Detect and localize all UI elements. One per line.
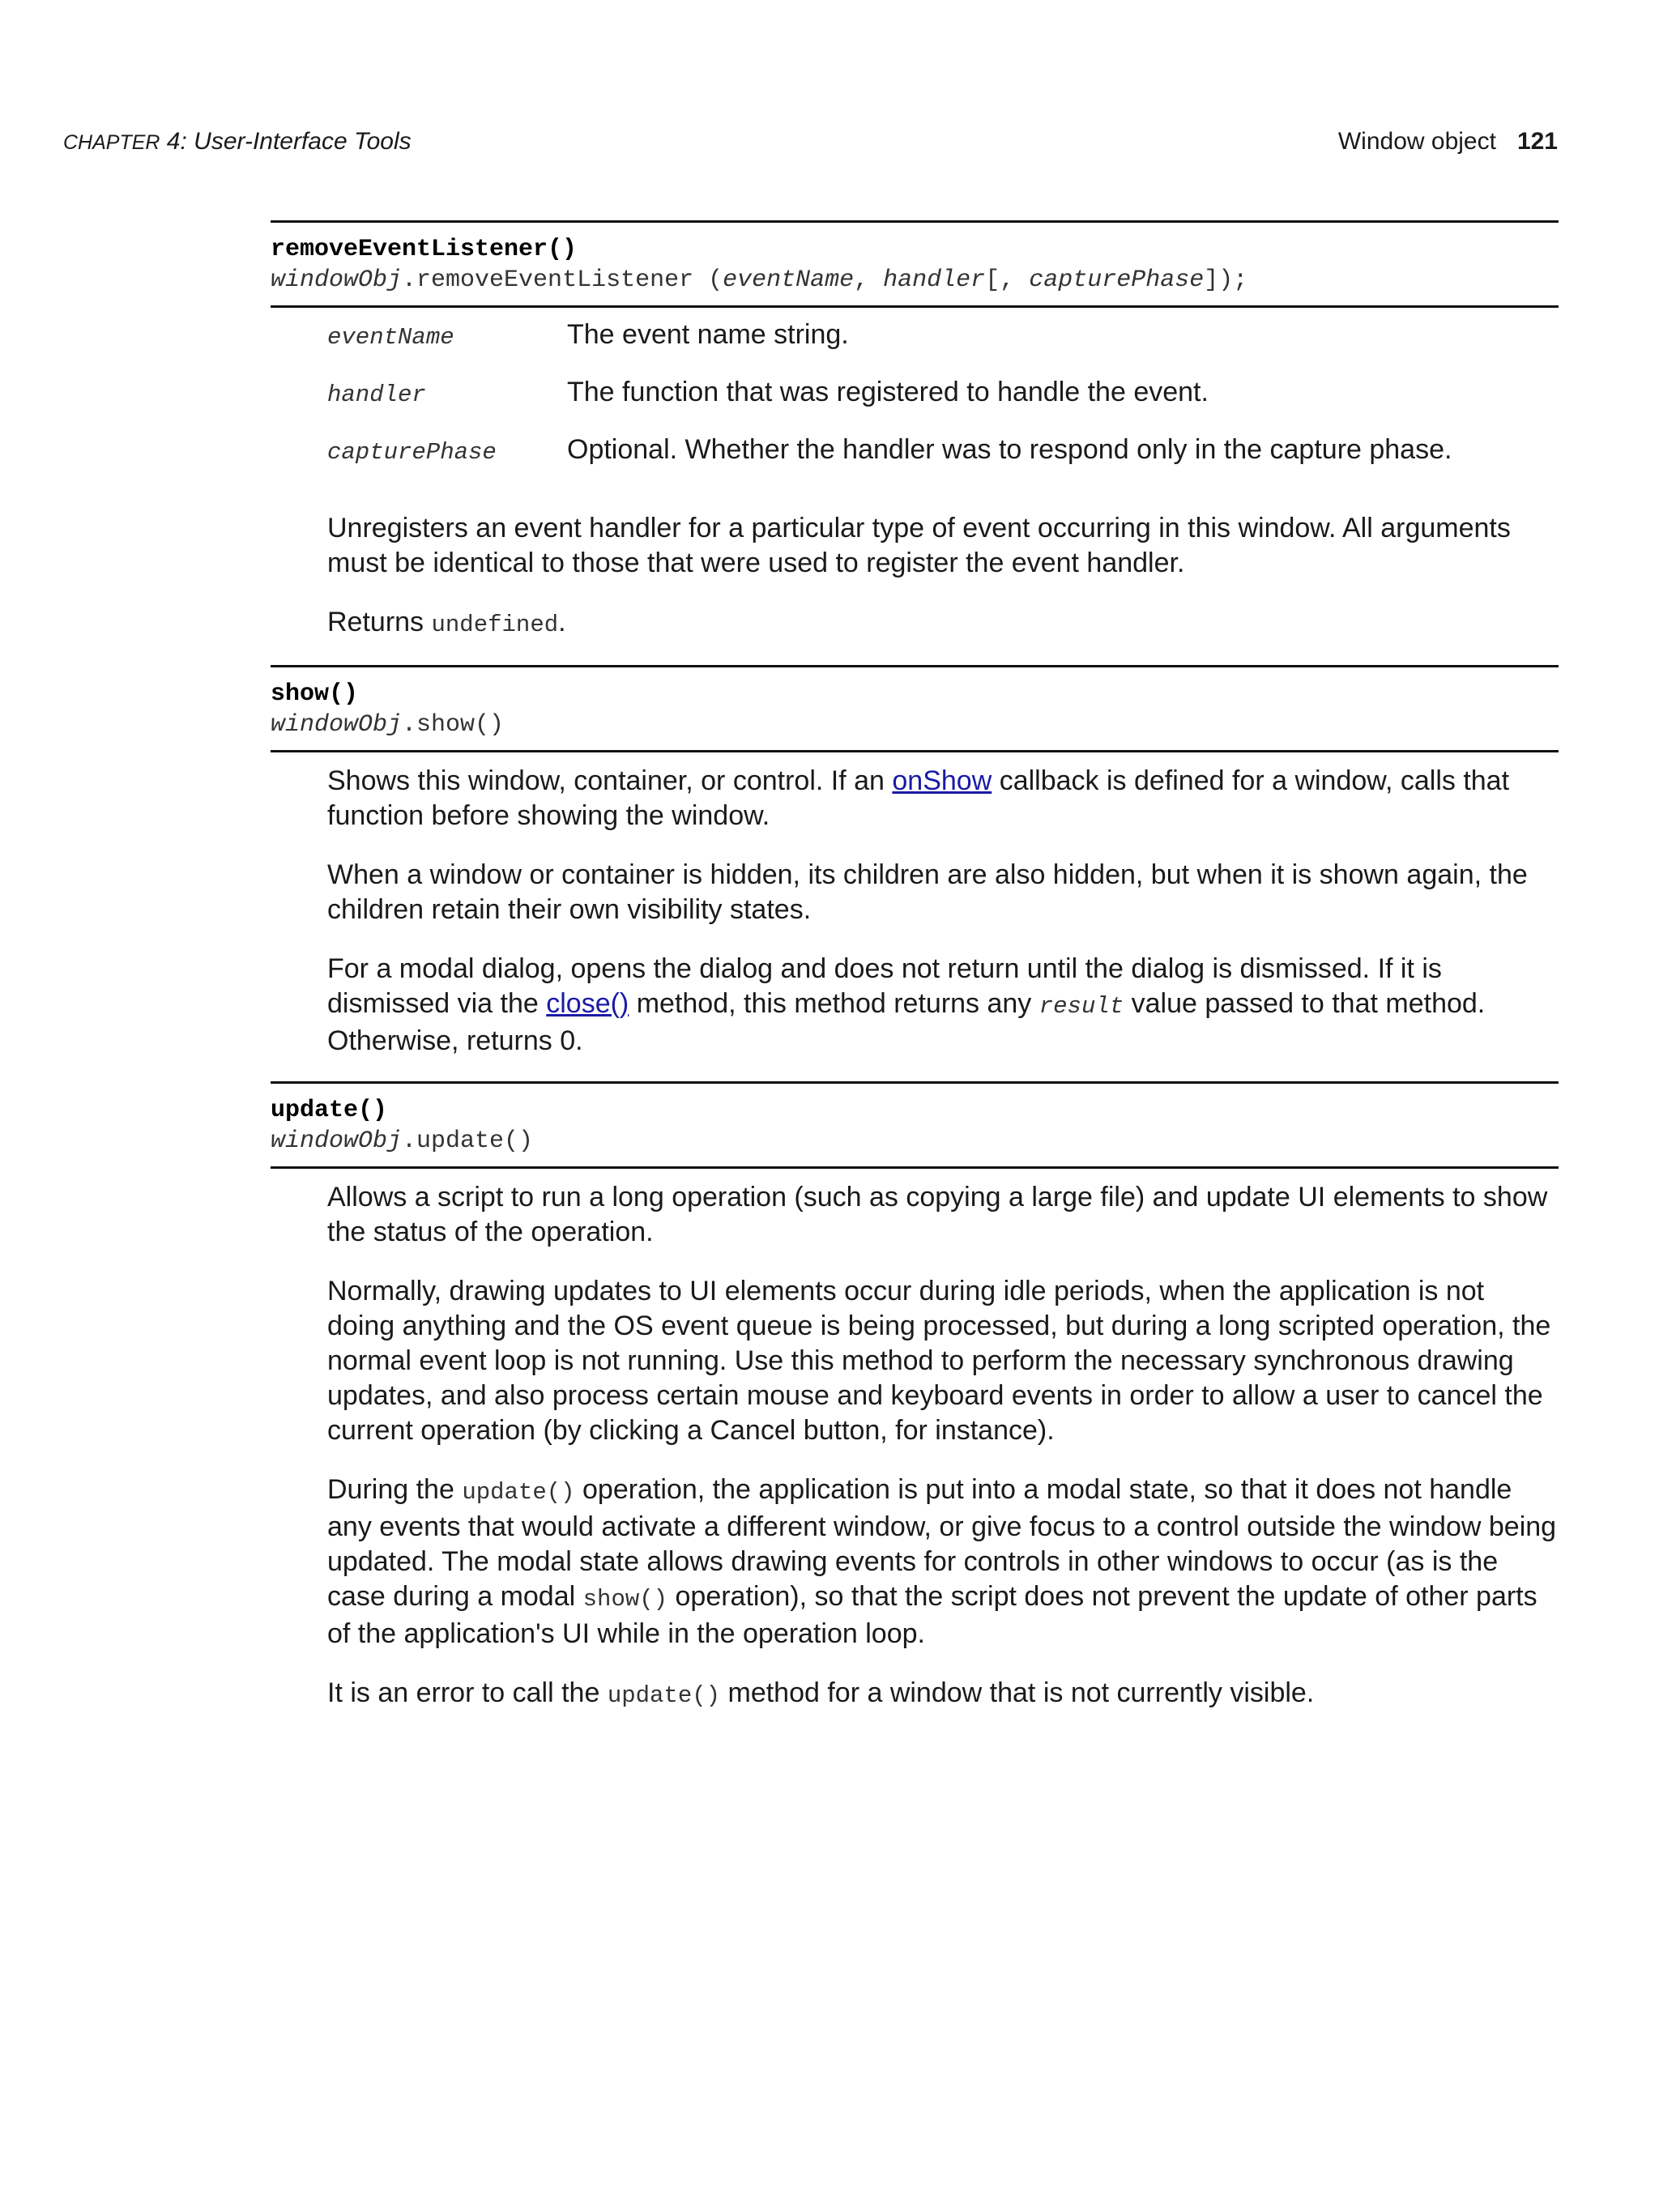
- onshow-link[interactable]: onShow: [892, 765, 992, 796]
- remove-description: [271, 308, 1559, 665]
- show-description: [271, 752, 1559, 1081]
- chapter-name: 4: User-Interface Tools: [160, 128, 412, 155]
- update-para-3: During the update() operation, the application is put into a modal state, so that it does not handle any events that would activate a different window, or give focus to a control outside the window being updated. The modal state allows drawing events for controls in other windows to occur (as is the case during a modal show() operation), so that the script does not prevent the update of other parts of the application's UI while in the operation loop.: [327, 1474, 1557, 1649]
- param-name: handler: [327, 381, 426, 408]
- param-desc: The event name string.: [567, 319, 849, 350]
- method-name-remove: removeEventListener(): [271, 236, 578, 263]
- update-signature: [271, 1084, 1559, 1166]
- show-para-1: Shows this window, container, or control. If an onShow callback is defined for a window, calls that function before showing the window.: [327, 765, 1510, 831]
- header-right: [1338, 128, 1558, 156]
- call-syntax-update: windowObj.update(): [271, 1127, 534, 1155]
- update-para-4: It is an error to call the update() method for a window that is not currently visible.: [327, 1677, 1315, 1709]
- param-desc: Optional. Whether the handler was to respond only in the capture phase.: [567, 434, 1452, 465]
- remove-signature: [271, 223, 1559, 305]
- param-desc: The function that was registered to handle the event.: [567, 377, 1209, 407]
- show-signature: [271, 667, 1559, 750]
- call-syntax-show: windowObj.show(): [271, 711, 505, 739]
- close-link[interactable]: close(): [546, 988, 629, 1019]
- param-table: [327, 319, 1559, 492]
- remove-desc-text: Unregisters an event handler for a particular type of event occurring in this window. All arguments must be identical to those that were used to register the event handler.: [327, 513, 1511, 578]
- method-name-show: show(): [271, 680, 359, 708]
- section-title: Window object: [1337, 128, 1496, 155]
- param-name: capturePhase: [327, 439, 497, 466]
- method-name-update: update(): [271, 1097, 388, 1124]
- page-content: [271, 220, 1559, 1750]
- call-syntax-remove: windowObj.removeEventListener (eventName, handler[, capturePhase]);: [271, 266, 1248, 294]
- remove-returns: Returns undefined.: [327, 607, 566, 638]
- show-para-3: For a modal dialog, opens the dialog and does not return until the dialog is dismissed. If it is dismissed via the close() method, this method returns any result value passed to that method. Otherwise, returns 0.: [327, 953, 1486, 1056]
- page-header: [63, 128, 1558, 160]
- show-para-2: When a window or container is hidden, its children are also hidden, but when it is shown again, the children retain their own visibility states.: [327, 859, 1528, 925]
- page-number: 121: [1516, 128, 1558, 155]
- chapter-prefix: CHAPTER: [63, 131, 160, 154]
- update-para-2: Normally, drawing updates to UI elements occur during idle periods, when the application is not doing anything and the OS event queue is being processed, but during a long scripted operation, the normal event loop is not running. Use this method to perform the necessary synchronous drawing updates, and also process certain mouse and keyboard events in order to allow a user to cancel the current operation (by clicking a Cancel button, for instance).: [327, 1276, 1551, 1446]
- chapter-title: [63, 128, 412, 156]
- param-name: eventName: [327, 324, 454, 351]
- param-row: [327, 377, 1559, 434]
- param-row: [327, 434, 1559, 492]
- update-para-1: Allows a script to run a long operation (such as copying a large file) and update UI elements to show the status of the operation.: [327, 1182, 1548, 1247]
- param-row: [327, 319, 1559, 377]
- update-description: [271, 1169, 1559, 1750]
